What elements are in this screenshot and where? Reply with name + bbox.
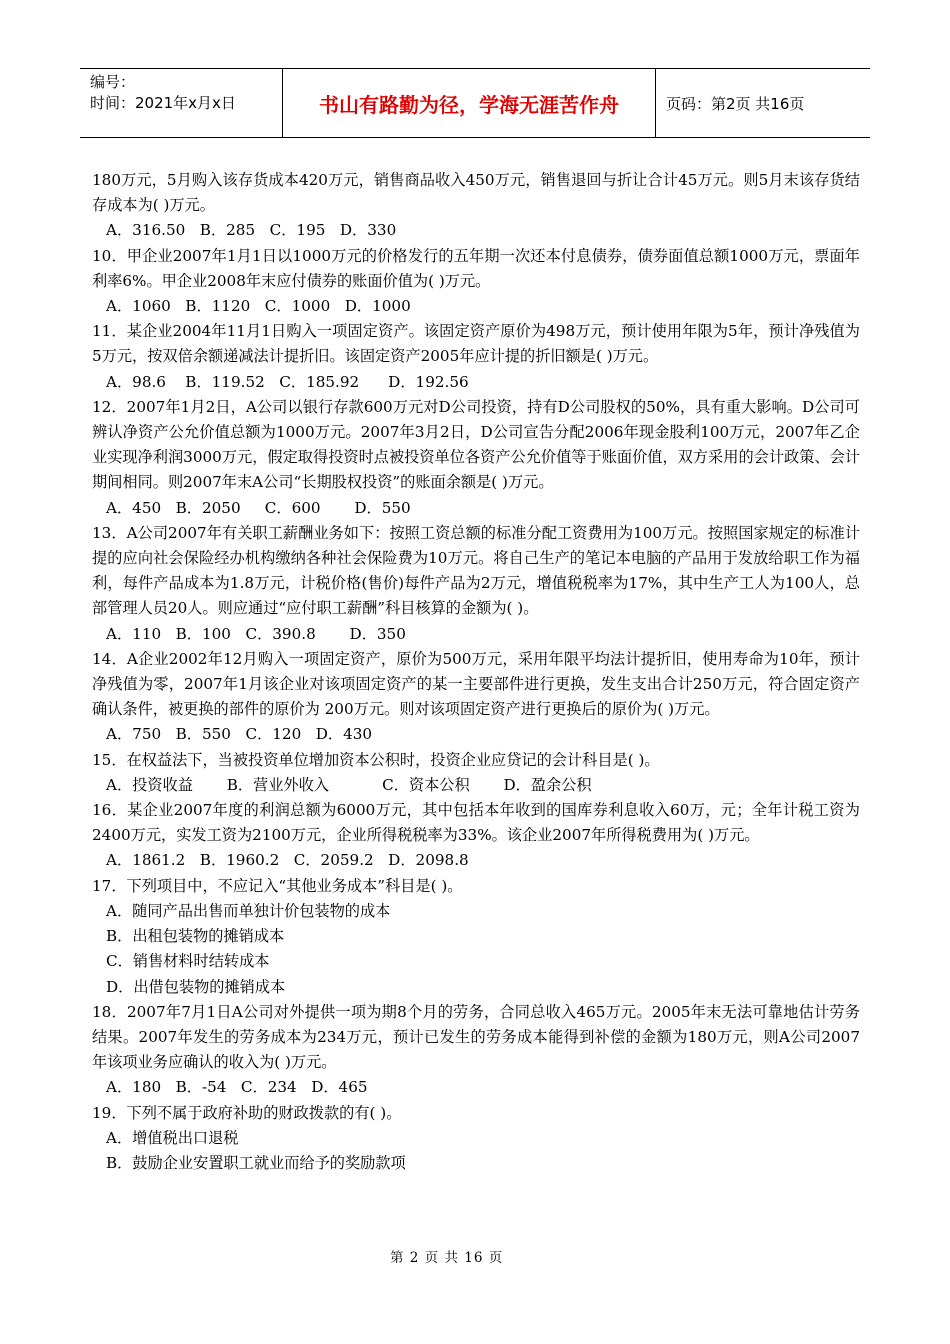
question-text: 180万元，5月购入该存货成本420万元，销售商品收入450万元，销售退回与折让合计45万元。则5月末该存货结存成本为( )万元。 bbox=[92, 171, 860, 215]
answer-options: A．450 B．2050 C．600 D．550 bbox=[106, 498, 411, 517]
answer-options: A．750 B．550 C．120 D．430 bbox=[106, 725, 373, 744]
answer-options: B．鼓励企业安置职工就业而给予的奖励款项 bbox=[106, 1153, 406, 1172]
answer-options: A．316.50 B．285 C．195 D．330 bbox=[106, 221, 397, 240]
answer-options: A．1861.2 B．1960.2 C．2059.2 D．2098.8 bbox=[106, 851, 469, 870]
page-footer bbox=[0, 1246, 950, 1266]
page-header bbox=[80, 68, 870, 138]
answer-options: A．180 B．-54 C．234 D．465 bbox=[106, 1078, 368, 1097]
number-label: 编号： bbox=[90, 73, 136, 91]
answer-options: B．出租包装物的摊销成本 bbox=[106, 927, 285, 946]
question-text: 14．A企业2002年12月购入一项固定资产，原价为500万元，采用年限平均法计提折旧，使用寿命为10年，预计净残值为零，2007年1月该企业对该项固定资产的某一主要部件进行更换，发生支出合计250万元，符合固定资产确认条件，被更换的部件的原价为 200万元。则对该项固定资产进行更换后的原价为( )万元。 bbox=[92, 649, 860, 719]
answer-options: A．110 B．100 C．390.8 D．350 bbox=[106, 624, 406, 643]
header-motto: 书山有路勤为径，学海无涯苦作舟 bbox=[283, 69, 656, 137]
question-text: 11．某企业2004年11月1日购入一项固定资产。该固定资产原价为498万元，预计使用年限为5年，预计净残值为5万元，按双倍余额递减法计提折旧。该固定资产2005年应计提的折旧额是( )万元。 bbox=[92, 322, 860, 366]
question-text: 19．下列不属于政府补助的财政拨款的有( )。 bbox=[92, 1103, 402, 1122]
answer-options: D．出借包装物的摊销成本 bbox=[106, 977, 286, 996]
answer-options: A．随同产品出售而单独计价包装物的成本 bbox=[106, 901, 391, 920]
footer-page-number: 第 2 页 共 16 页 bbox=[390, 1250, 504, 1266]
question-text: 17．下列项目中，不应记入“其他业务成本”科目是( )。 bbox=[92, 876, 463, 895]
question-text: 18．2007年7月1日A公司对外提供一项为期8个月的劳务，合同总收入465万元。2005年末无法可靠地估计劳务结果。2007年发生的劳务成本为234万元，预计已发生的劳务成本能得到补偿的金额为180万元，则A公司2007年该项业务应确认的收入为( )万元。 bbox=[92, 1002, 860, 1072]
question-text: 12．2007年1月2日，A公司以银行存款600万元对D公司投资，持有D公司股权的50%，具有重大影响。D公司可辨认净资产公允价值总额为1000万元。2007年3月2日，D公司宣告分配2006年现金股利100万元，2007年乙企业实现净利润3000万元，假定取得投资时点被投资单位各资产公允价值等于账面价值，双方采用的会计政策、会计期间相同。则2007年末A公司“长期股权投资”的账面余额是( )万元。 bbox=[92, 397, 860, 492]
answer-options: C．销售材料时结转成本 bbox=[106, 952, 270, 971]
answer-options: A．投资收益 B．营业外收入 C．资本公积 D．盈余公积 bbox=[106, 775, 592, 794]
time-label: 时间：2021年x月x日 bbox=[90, 94, 236, 112]
question-text: 13．A公司2007年有关职工薪酬业务如下：按照工资总额的标准分配工资费用为100万元。按照国家规定的标准计提的应向社会保险经办机构缴纳各种社会保险费为10万元。将自己生产的笔记本电脑的产品用于发放给职工作为福利，每件产品成本为1.8万元，计税价格(售价)每件产品为2万元，增值税税率为17%，其中生产工人为100人，总部管理人员20人。则应通过“应付职工薪酬”科目核算的金额为( )。 bbox=[92, 523, 860, 618]
header-page-label: 页码：第2页 共16页 bbox=[666, 94, 805, 113]
question-text: 16．某企业2007年度的利润总额为6000万元，其中包括本年收到的国库券利息收入60万，元；全年计税工资为2400万元，实发工资为2100万元，企业所得税税率为33%。该企业2007年所得税费用为( )万元。 bbox=[92, 801, 860, 845]
answer-options: A．1060 B．1120 C．1000 D．1000 bbox=[106, 297, 411, 316]
header-info bbox=[80, 69, 283, 137]
question-text: 15．在权益法下，当被投资单位增加资本公积时，投资企业应贷记的会计科目是( )。 bbox=[92, 750, 660, 769]
document-body bbox=[92, 168, 860, 1176]
answer-options: A．增值税出口退税 bbox=[106, 1128, 239, 1147]
answer-options: A．98.6 B．119.52 C．185.92 D．192.56 bbox=[106, 372, 469, 391]
question-text: 10．甲企业2007年1月1日以1000万元的价格发行的五年期一次还本付息债券，债券面值总额1000万元，票面年利率6%。甲企业2008年末应付债券的账面价值为( )万元。 bbox=[92, 246, 860, 290]
